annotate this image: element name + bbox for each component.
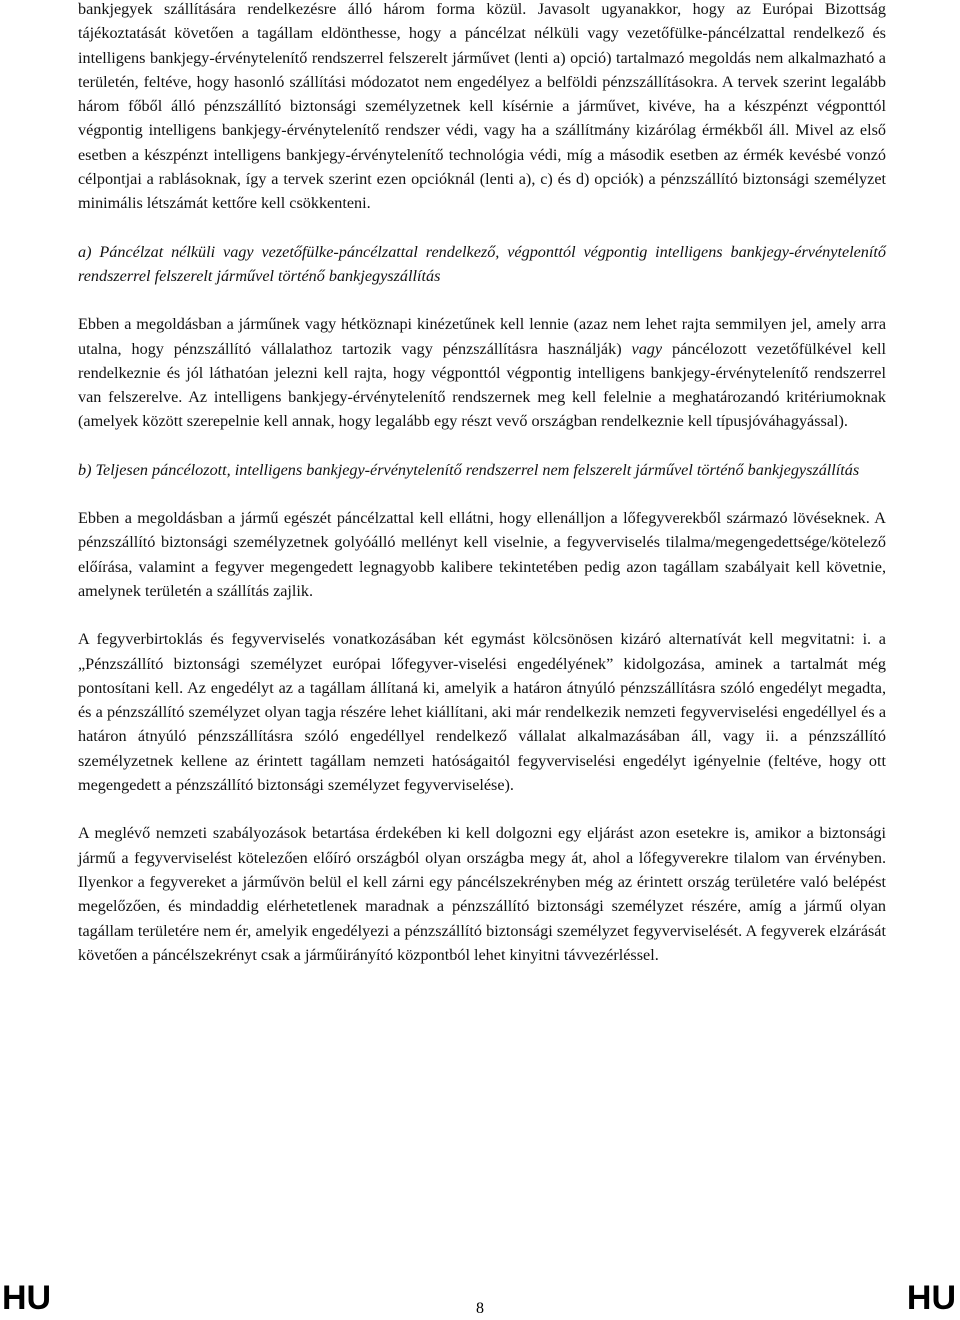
heading-option-a: a) Páncélzat nélküli vagy vezetőfülke-páncélzattal rendelkező, végponttól végpontig intelligens bankjegy-érvénytelenítő rendszerrel felszerelt járművel történő bankjegyszállítás bbox=[78, 242, 886, 285]
footer-language-code-right: HU bbox=[906, 1279, 956, 1317]
paragraph-option-b: Ebben a megoldásban a jármű egészét páncélzattal kell ellátni, hogy ellenálljon a lőfegyverekből származó lövéseknek. A pénzszállító biztonsági személyzetnek golyóálló mellényt kell viselnie, a fegyverviselés tilalma/megengedettsége/kötelező előírása, valamint a fegyver megengedett legnagyobb kalibere tekintetében pedig azon tagállam szabályait kell követnie, amelynek területén a szállítás zajlik. bbox=[78, 509, 886, 600]
document-page bbox=[78, 0, 886, 967]
paragraph-intro: bankjegyek szállítására rendelkezésre álló három forma közül. Javasolt ugyanakkor, hogy az Európai Bizottság tájékoztatását követően a tagállam eldönthesse, hogy a páncélzat nélküli vagy vezetőfülke-páncélzattal rendelkező és intelligens bankjegy-érvénytelenítő rendszerrel felszerelt járművet (lenti a) opció) tartalmazó megoldás nem alkalmazható a területén, feltéve, hogy hasonló szállítási módozatot nem engedélyez a belföldi pénzszállításokra. A tervek szerint legalább három főből álló pénzszállító biztonsági személyzetnek kell kísérnie a járművet, kivéve, ha a készpénzt végponttól végpontig intelligens bankjegy-érvénytelenítő rendszer védi, vagy ha a szállítmány kizárólag érmékből áll. Mivel az első esetben a készpénzt intelligens bankjegy-érvénytelenítő technológia védi, míg a második esetben az érmék kevésbé vonzó célpontjai a rablásoknak, így a tervek szerint ezen opcióknál (lenti a), c) és d) opciók) a pénzszállító biztonsági személyzet minimális létszámát kettőre kell csökkenteni. bbox=[78, 0, 886, 213]
paragraph-option-a-part1: Ebben a megoldásban a járműnek vagy hétköznapi kinézetűnek kell lennie (azaz nem lehet rajta semmilyen jel, amely arra utalna, hogy pénzszállító vállalathoz tartozik vagy pénzszállításra használják) bbox=[78, 315, 886, 358]
paragraph-regulations: A meglévő nemzeti szabályozások betartása érdekében ki kell dolgozni egy eljárást azon esetekre is, amikor a biztonsági jármű a fegyverviselést kötelezően előíró országból olyan országba megy át, ahol a lőfegyverekre tilalom van érvényben. Ilyenkor a fegyvereket a járművön belül el kell zárni egy páncélszekrényben még az érintett ország területére való belépést megelőzően, és mindaddig elérhetetlenek maradnak a pénzszállító biztonsági személyzet részére, amíg a jármű olyan tagállam területére nem ér, amelyik engedélyezi a pénzszállító biztonsági személyzet fegyverviselését. A fegyverek elzárását követően a páncélszekrényt csak a járműirányító központból lehet kinyitni távvezérléssel. bbox=[78, 824, 886, 964]
footer-language-code-left: HU bbox=[2, 1279, 52, 1317]
paragraph-option-a-emphasis: vagy bbox=[631, 339, 663, 358]
paragraph-option-a-part2: páncélozott vezetőfülkével kell rendelkeznie és jól láthatóan jelezni kell rajta, hogy végponttól végpontig intelligens bankjegy-érvénytelenítő rendszerrel van felszerelve. Az intelligens bankjegy-érvénytelenítő rendszernek meg kell felelnie a meghatározandó kritériumoknak (amelyek között szerepelnie kell annak, hogy legalább egy részt vevő országban rendelkeznie kell típusjóváhagyással). bbox=[78, 339, 887, 431]
page-number: 8 bbox=[476, 1300, 484, 1317]
paragraph-option-a bbox=[78, 312, 886, 433]
paragraph-weapons: A fegyverbirtoklás és fegyverviselés vonatkozásában két egymást kölcsönösen kizáró alternatívát kell megvitatni: i. a „Pénzszállító biztonsági személyzet európai lőfegyver-viselési engedélyének” kidolgozása, aminek a tartalmát még pontosítani kell. Az engedélyt az a tagállam állítaná ki, amelyik a határon átnyúló pénzszállításra szóló engedélyt megadta, és a pénzszállító személyzet olyan tagja részére lehet kiállítani, aki már rendelkezik nemzeti fegyverviselési engedéllyel és a határon átnyúló pénzszállításra szóló engedéllyel rendelkező vállalat alkalmazásában áll, vagy ii. a pénzszállító személyzetnek kellene az érintett tagállam nemzeti hatóságaitól fegyverviselési engedélyt igényelnie (feltéve, hogy ott megengedett a pénzszállító biztonsági személyzet fegyverviselése). bbox=[78, 630, 886, 795]
heading-option-b: b) Teljesen páncélozott, intelligens bankjegy-érvénytelenítő rendszerrel nem felszerelt járművel történő bankjegyszállítás bbox=[78, 460, 860, 479]
